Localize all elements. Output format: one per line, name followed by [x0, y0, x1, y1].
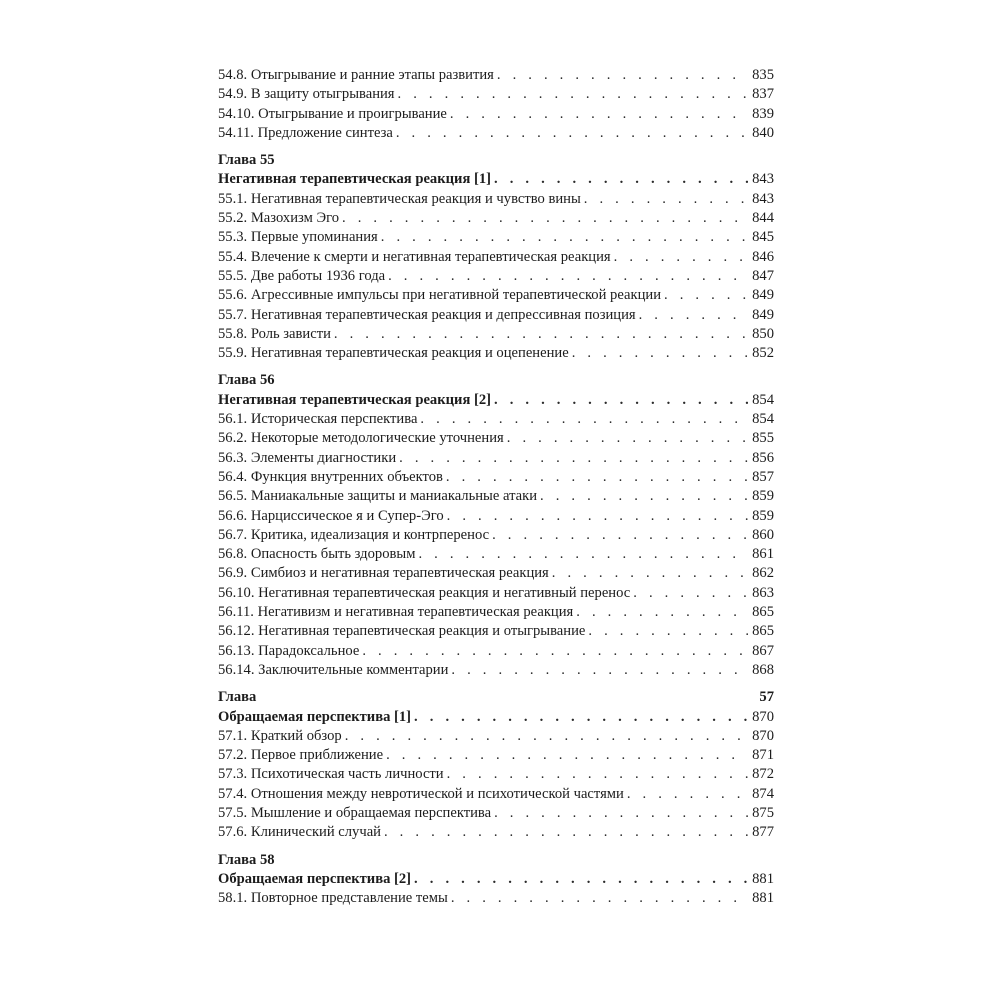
chapter-title-label: Обращаемая перспектива [1] [218, 708, 412, 725]
leader-dots [384, 823, 748, 842]
toc-entry-page: 845 [752, 229, 774, 246]
toc-entry-page: 860 [752, 526, 774, 543]
toc-entry [218, 584, 774, 603]
toc-entry-label: 56.8. Опасность быть здоровым [218, 546, 416, 563]
toc-entry-page: 862 [752, 565, 774, 582]
toc-entry-page: 874 [752, 785, 774, 802]
toc-entry-label: 56.1. Историческая перспектива [218, 411, 418, 428]
toc-entry-page: 877 [752, 824, 774, 841]
toc-entry [218, 468, 774, 487]
leader-dots [614, 248, 748, 267]
toc-entry-page: 881 [752, 890, 774, 907]
leader-dots [342, 209, 748, 228]
toc-entry-page: 875 [752, 804, 774, 821]
toc-entry-label: 56.9. Симбиоз и негативная терапевтическая реакция [218, 565, 549, 582]
toc-entry-label: 55.2. Мазохизм Эго [218, 210, 340, 227]
leader-dots [399, 449, 748, 468]
chapter-heading-number: 57 [759, 689, 774, 706]
chapter-title-page: 854 [752, 391, 774, 408]
toc-entry-label: 57.3. Психотическая часть личности [218, 766, 444, 783]
toc-entry-label: 56.12. Негативная терапевтическая реакция и отыгрывание [218, 623, 586, 640]
leader-dots [552, 564, 748, 583]
toc-entry [218, 286, 774, 305]
toc-entry [218, 661, 774, 680]
leader-dots [492, 526, 748, 545]
toc-entry-label: 56.2. Некоторые методологические уточнения [218, 430, 504, 447]
chapter-title-label: Негативная терапевтическая реакция [1] [218, 171, 491, 188]
toc-entry [218, 603, 774, 622]
toc-entry-page: 870 [752, 727, 774, 744]
toc-entry-label: 55.7. Негативная терапевтическая реакция и депрессивная позиция [218, 306, 636, 323]
leader-dots [345, 727, 748, 746]
toc-entry-page: 850 [752, 325, 774, 342]
toc-entry-page: 872 [752, 766, 774, 783]
toc-entry [218, 746, 774, 765]
toc-entry-page: 837 [752, 86, 774, 103]
leader-dots [381, 228, 748, 247]
chapter-heading: Глава 56 [218, 372, 275, 389]
toc-entry-label: 56.3. Элементы диагностики [218, 449, 397, 466]
leader-dots [418, 545, 748, 564]
toc-entry-page: 856 [752, 449, 774, 466]
toc-entry-page: 871 [752, 747, 774, 764]
toc-entry-page: 863 [752, 584, 774, 601]
chapter-title [218, 170, 774, 189]
toc-entry-label: 56.5. Маниакальные защиты и маниакальные атаки [218, 488, 538, 505]
chapter-title [218, 708, 774, 727]
leader-dots [451, 889, 748, 908]
toc-entry [218, 765, 774, 784]
leader-dots [633, 584, 748, 603]
toc-entry-page: 847 [752, 267, 774, 284]
toc-entry-page: 849 [752, 306, 774, 323]
chapter-title-page: 881 [752, 870, 774, 887]
leader-dots [664, 286, 748, 305]
toc-entry [218, 727, 774, 746]
toc-entry-label: 55.6. Агрессивные импульсы при негативной терапевтической реакции [218, 287, 662, 304]
toc-entry-page: 852 [752, 345, 774, 362]
toc-entry-label: 55.1. Негативная терапевтическая реакция и чувство вины [218, 190, 581, 207]
toc-entry [218, 564, 774, 583]
chapter-heading-word: Глава [218, 689, 257, 706]
toc-entry [218, 487, 774, 506]
toc-entry-label: 57.4. Отношения между невротической и психотической частями [218, 785, 624, 802]
toc-entry-label: 55.3. Первые упоминания [218, 229, 378, 246]
leader-dots [386, 746, 748, 765]
leader-dots [507, 429, 748, 448]
toc-entry-page: 865 [752, 604, 774, 621]
toc-entry [218, 85, 774, 104]
toc-entry-label: 56.13. Парадоксальное [218, 642, 360, 659]
toc-entry-page: 839 [752, 105, 774, 122]
leader-dots [497, 66, 748, 85]
toc-entry [218, 248, 774, 267]
toc-entry [218, 429, 774, 448]
chapter-title-label: Негативная терапевтическая реакция [2] [218, 391, 491, 408]
toc-entry-page: 859 [752, 488, 774, 505]
chapter-title-page: 843 [752, 171, 774, 188]
toc-entry [218, 785, 774, 804]
leader-dots [362, 642, 748, 661]
toc-entry-label: 54.8. Отыгрывание и ранние этапы развития [218, 67, 494, 83]
leader-dots [446, 468, 748, 487]
chapter-title-label: Обращаемая перспектива [2] [218, 870, 412, 887]
chapter-title [218, 391, 774, 410]
toc-entry-page: 868 [752, 661, 774, 678]
toc-entry [218, 507, 774, 526]
toc-entry-page: 843 [752, 190, 774, 207]
leader-dots [447, 765, 749, 784]
toc-entry [218, 267, 774, 286]
toc-entry-label: 56.14. Заключительные комментарии [218, 661, 449, 678]
leader-dots [639, 306, 749, 325]
toc-entry-label: 56.4. Функция внутренних объектов [218, 468, 443, 485]
toc-entry-label: 54.10. Отыгрывание и проигрывание [218, 105, 447, 122]
toc-entry [218, 449, 774, 468]
toc-entry-label: 55.8. Роль зависти [218, 325, 331, 342]
toc-entry [218, 325, 774, 344]
toc-entry [218, 306, 774, 325]
leader-dots [494, 391, 748, 410]
toc-entry [218, 823, 774, 842]
table-of-contents [218, 66, 774, 908]
toc-entry [218, 622, 774, 641]
toc-entry-page: 835 [752, 67, 774, 83]
toc-entry [218, 190, 774, 209]
toc-entry-label: 55.9. Негативная терапевтическая реакция и оцепенение [218, 345, 569, 362]
leader-dots [451, 661, 748, 680]
leader-dots [414, 870, 748, 889]
toc-entry [218, 889, 774, 908]
toc-entry-page: 854 [752, 411, 774, 428]
chapter-heading [218, 688, 774, 707]
toc-entry [218, 804, 774, 823]
toc-entry-page: 846 [752, 248, 774, 265]
toc-entry [218, 642, 774, 661]
toc-entry-label: 57.2. Первое приближение [218, 747, 384, 764]
toc-entry [218, 105, 774, 124]
leader-dots [572, 344, 748, 363]
leader-dots [576, 603, 748, 622]
toc-entry-label: 57.6. Клинический случай [218, 824, 381, 841]
toc-entry-page: 855 [752, 430, 774, 447]
toc-entry [218, 410, 774, 429]
toc-entry-label: 56.11. Негативизм и негативная терапевтическая реакция [218, 604, 574, 621]
leader-dots [398, 85, 749, 104]
toc-entry-page: 861 [752, 546, 774, 563]
toc-entry [218, 228, 774, 247]
leader-dots [450, 105, 748, 124]
leader-dots [494, 170, 748, 189]
toc-entry-page: 859 [752, 507, 774, 524]
toc-entry [218, 66, 774, 85]
toc-entry-label: 58.1. Повторное представление темы [218, 890, 448, 907]
leader-dots [388, 267, 748, 286]
leader-dots [396, 124, 748, 143]
toc-entry [218, 209, 774, 228]
toc-entry-label: 56.6. Нарциссическое я и Супер-Эго [218, 507, 444, 524]
toc-entry [218, 344, 774, 363]
toc-entry [218, 545, 774, 564]
leader-dots [414, 708, 748, 727]
leader-dots [334, 325, 748, 344]
toc-entry-label: 57.5. Мышление и обращаемая перспектива [218, 804, 492, 821]
toc-entry-page: 865 [752, 623, 774, 640]
leader-dots [584, 190, 748, 209]
toc-entry-label: 57.1. Краткий обзор [218, 727, 342, 744]
toc-entry-label: 56.7. Критика, идеализация и контрперенос [218, 526, 490, 543]
toc-entry-label: 54.9. В защиту отыгрывания [218, 86, 395, 103]
chapter-title [218, 870, 774, 889]
chapter-title-page: 870 [752, 708, 774, 725]
toc-entry-page: 844 [752, 210, 774, 227]
chapter-heading: Глава 55 [218, 152, 275, 169]
leader-dots [447, 507, 748, 526]
chapter-heading: Глава 58 [218, 851, 275, 868]
toc-entry-page: 840 [752, 124, 774, 141]
toc-entry-label: 54.11. Предложение синтеза [218, 124, 393, 141]
toc-entry-page: 867 [752, 642, 774, 659]
leader-dots [627, 785, 748, 804]
leader-dots [494, 804, 748, 823]
leader-dots [588, 622, 748, 641]
toc-entry [218, 526, 774, 545]
toc-entry-page: 849 [752, 287, 774, 304]
toc-entry [218, 124, 774, 143]
toc-entry-label: 56.10. Негативная терапевтическая реакция и негативный перенос [218, 584, 631, 601]
toc-entry-label: 55.5. Две работы 1936 года [218, 267, 386, 284]
leader-dots [420, 410, 748, 429]
toc-entry-page: 857 [752, 468, 774, 485]
leader-dots [540, 487, 748, 506]
toc-entry-label: 55.4. Влечение к смерти и негативная терапевтическая реакция [218, 248, 611, 265]
